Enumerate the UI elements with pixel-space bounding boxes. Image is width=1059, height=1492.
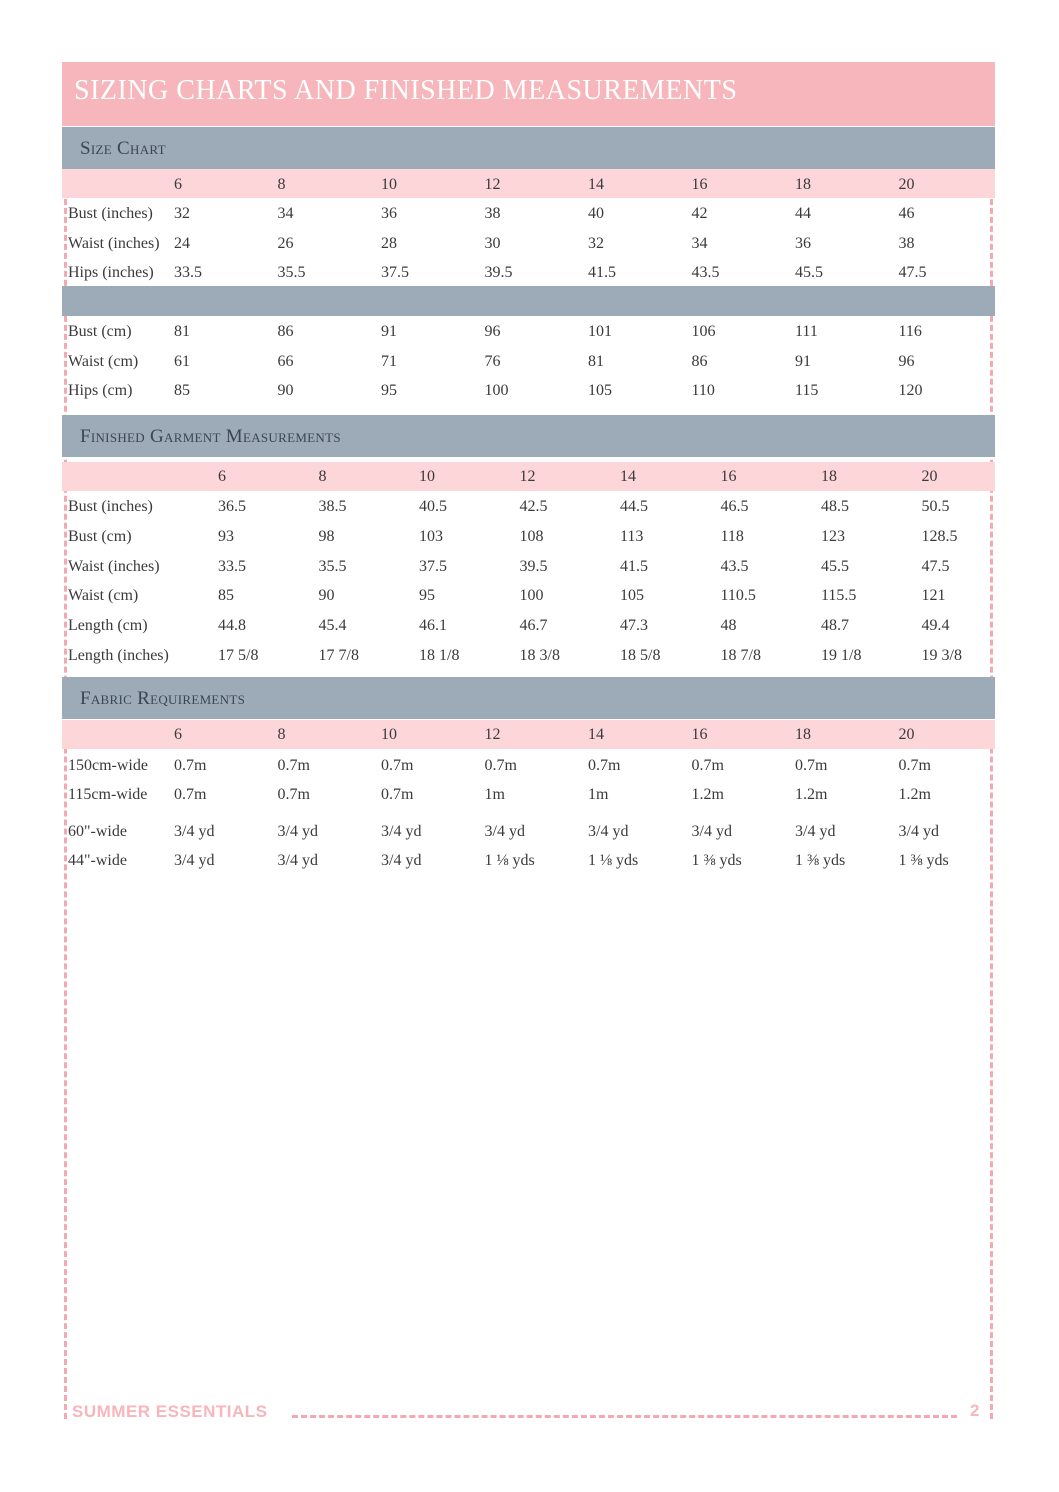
finished-table-cell: 118 xyxy=(720,527,744,545)
finished-table-cell: 41.5 xyxy=(620,557,648,575)
finished-row-label: Length (cm) xyxy=(68,617,148,635)
size-chart-size-row xyxy=(62,169,995,198)
fabric-table-cell: 0.7m xyxy=(174,757,207,774)
fabric-heading-band xyxy=(62,677,995,719)
fabric-table-cell: 3/4 yd xyxy=(484,823,525,840)
size-chart-row-label: Hips (inches) xyxy=(68,264,154,281)
size-chart-table-cell: 38 xyxy=(898,234,915,252)
finished-table-cell: 113 xyxy=(620,527,644,545)
size-chart-table-cell: 61 xyxy=(174,352,190,370)
size-chart-table-cell: 96 xyxy=(484,323,501,340)
finished-table-cell: 18 7/8 xyxy=(720,647,761,664)
finished-table-cell: 37.5 xyxy=(419,557,447,575)
finished-table-cell: 100 xyxy=(519,587,544,605)
finished-table-cell: 33.5 xyxy=(218,557,246,575)
finished-table-cell: 95 xyxy=(419,587,435,605)
footer-brand: SUMMER ESSENTIALS xyxy=(72,1402,268,1421)
finished-size-header: 18 xyxy=(821,468,837,485)
size-chart-table-cell: 101 xyxy=(588,323,612,340)
size-chart-table-cell: 41.5 xyxy=(588,264,616,281)
size-chart-table-cell: 106 xyxy=(691,323,716,340)
fabric-table-cell: 0.7m xyxy=(484,757,517,774)
finished-table-cell: 105 xyxy=(620,587,644,605)
fabric-table-cell: 1m xyxy=(588,786,609,803)
finished-size-header: 8 xyxy=(318,468,327,485)
finished-table-cell: 18 1/8 xyxy=(419,647,460,664)
finished-table-cell: 123 xyxy=(821,527,845,545)
fabric-size-header: 20 xyxy=(898,726,915,743)
fabric-table-cell: 1.2m xyxy=(795,786,828,803)
finished-table-cell: 47.5 xyxy=(921,557,950,575)
size-chart-table-cell: 40 xyxy=(588,205,604,222)
size-chart-size-header: 18 xyxy=(795,176,811,193)
size-chart-row-label: Bust (inches) xyxy=(68,205,153,222)
finished-row-label: Bust (cm) xyxy=(68,527,132,545)
finished-table-cell: 46.5 xyxy=(720,498,749,515)
fabric-table-cell: 1.2m xyxy=(898,786,931,803)
finished-table-cell: 44.5 xyxy=(620,498,648,515)
finished-table-cell: 108 xyxy=(519,527,544,545)
size-chart-table-cell: 45.5 xyxy=(795,264,823,281)
finished-table-cell: 110.5 xyxy=(720,587,756,605)
size-chart-table-cell: 44 xyxy=(795,205,811,222)
finished-heading: Finished Garment Measurements xyxy=(80,426,341,447)
fabric-table-cell: 0.7m xyxy=(795,757,828,774)
size-chart-table-cell: 100 xyxy=(484,382,509,399)
size-chart-heading: Size Chart xyxy=(80,138,166,159)
size-chart-row-label: Bust (cm) xyxy=(68,323,132,340)
fabric-table-cell: 3/4 yd xyxy=(795,823,836,840)
finished-table-cell: 35.5 xyxy=(318,557,347,575)
finished-row-label: Length (inches) xyxy=(68,647,169,664)
size-chart-table-cell: 47.5 xyxy=(898,264,927,281)
finished-heading-band xyxy=(62,415,995,457)
finished-table-cell: 39.5 xyxy=(519,557,548,575)
size-chart-size-header: 10 xyxy=(381,176,397,193)
size-chart-table-cell: 66 xyxy=(277,352,294,370)
fabric-table-cell: 1 ⅜ yds xyxy=(691,852,742,869)
size-chart-table-cell: 91 xyxy=(381,323,397,340)
size-chart-size-header: 16 xyxy=(691,176,708,193)
finished-size-header: 16 xyxy=(720,468,737,485)
size-chart-table-cell: 36 xyxy=(795,234,811,252)
finished-size-header: 10 xyxy=(419,468,435,485)
fabric-table-cell: 1 ⅛ yds xyxy=(588,852,639,869)
finished-table-cell: 17 7/8 xyxy=(318,647,359,664)
size-chart-table-cell: 120 xyxy=(898,382,923,399)
finished-size-header: 20 xyxy=(921,468,938,485)
finished-table-cell: 45.4 xyxy=(318,617,347,635)
size-chart-table-cell: 91 xyxy=(795,352,811,370)
finished-table-cell: 48 xyxy=(720,617,737,635)
finished-table-cell: 128.5 xyxy=(921,527,958,545)
fabric-size-header: 18 xyxy=(795,726,811,743)
size-chart-table-cell: 90 xyxy=(277,382,294,399)
finished-table-cell: 40.5 xyxy=(419,498,447,515)
size-chart-table-cell: 86 xyxy=(277,323,294,340)
finished-table-cell: 17 5/8 xyxy=(218,647,259,664)
finished-row-label: Waist (cm) xyxy=(68,587,139,605)
finished-table-cell: 50.5 xyxy=(921,498,950,515)
size-chart-table-cell: 115 xyxy=(795,382,819,399)
fabric-size-header: 10 xyxy=(381,726,397,743)
finished-table-cell: 19 3/8 xyxy=(921,647,962,664)
fabric-table-cell: 3/4 yd xyxy=(381,823,422,840)
size-chart-heading-band xyxy=(62,127,995,169)
size-chart-table-cell: 76 xyxy=(484,352,501,370)
size-chart-table-cell: 46 xyxy=(898,205,915,222)
size-chart-table-cell: 95 xyxy=(381,382,397,399)
size-chart-table-cell: 71 xyxy=(381,352,397,370)
size-chart-row-label: Waist (inches) xyxy=(68,234,160,252)
fabric-size-header: 16 xyxy=(691,726,708,743)
size-chart-table-cell: 105 xyxy=(588,382,612,399)
fabric-row-label: 150cm-wide xyxy=(68,757,148,774)
finished-table-cell: 98 xyxy=(318,527,335,545)
size-chart-table-cell: 32 xyxy=(174,205,190,222)
fabric-table-cell: 3/4 yd xyxy=(381,852,422,869)
page-title: SIZING CHARTS AND FINISHED MEASUREMENTS xyxy=(74,75,738,106)
finished-table-cell: 38.5 xyxy=(318,498,347,515)
size-chart-table-cell: 36 xyxy=(381,205,397,222)
size-chart-table-cell: 26 xyxy=(277,234,294,252)
size-chart-table-cell: 85 xyxy=(174,382,190,399)
size-chart-table-cell: 111 xyxy=(795,323,818,340)
finished-table-cell: 93 xyxy=(218,527,234,545)
finished-table-cell: 48.5 xyxy=(821,498,849,515)
fabric-table-cell: 1.2m xyxy=(691,786,724,803)
size-chart-table-cell: 39.5 xyxy=(484,264,513,281)
size-chart-divider-bar xyxy=(62,286,995,316)
fabric-table-cell: 3/4 yd xyxy=(174,852,215,869)
dashed-border-right xyxy=(990,127,993,1419)
size-chart-table-cell: 33.5 xyxy=(174,264,202,281)
size-chart-table-cell: 37.5 xyxy=(381,264,409,281)
size-chart-table-cell: 42 xyxy=(691,205,708,222)
fabric-table-cell: 1 ⅛ yds xyxy=(484,852,535,869)
fabric-table-cell: 1m xyxy=(484,786,505,803)
finished-table-cell: 85 xyxy=(218,587,234,605)
fabric-table-cell: 3/4 yd xyxy=(691,823,732,840)
fabric-size-header: 6 xyxy=(174,726,182,743)
finished-table-cell: 18 3/8 xyxy=(519,647,560,664)
fabric-heading: Fabric Requirements xyxy=(80,688,246,709)
fabric-table-cell: 0.7m xyxy=(381,757,414,774)
size-chart-table-cell: 110 xyxy=(691,382,715,399)
fabric-row-label: 115cm-wide xyxy=(68,786,148,803)
fabric-size-header: 8 xyxy=(277,726,286,743)
finished-table-cell: 18 5/8 xyxy=(620,647,661,664)
fabric-table-cell: 0.7m xyxy=(174,786,207,803)
fabric-table-cell: 3/4 yd xyxy=(277,852,318,869)
size-chart-table-cell: 32 xyxy=(588,234,604,252)
size-chart-size-header: 8 xyxy=(277,176,286,193)
size-chart-table-cell: 30 xyxy=(484,234,501,252)
fabric-table-cell: 3/4 yd xyxy=(174,823,215,840)
finished-table-cell: 121 xyxy=(921,587,946,605)
page-number: 2 xyxy=(970,1401,980,1420)
fabric-size-header: 14 xyxy=(588,726,604,743)
fabric-table-cell: 0.7m xyxy=(898,757,931,774)
size-chart-table-cell: 96 xyxy=(898,352,915,370)
fabric-table-cell: 1 ⅜ yds xyxy=(795,852,846,869)
finished-table-cell: 90 xyxy=(318,587,335,605)
size-chart-table-cell: 28 xyxy=(381,234,397,252)
finished-table-cell: 44.8 xyxy=(218,617,246,635)
size-chart-size-header: 12 xyxy=(484,176,501,193)
size-chart-table-cell: 34 xyxy=(277,205,294,222)
fabric-table-cell: 3/4 yd xyxy=(277,823,318,840)
size-chart-table-cell: 24 xyxy=(174,234,190,252)
fabric-table-cell: 3/4 yd xyxy=(898,823,939,840)
fabric-row-label: 44"-wide xyxy=(68,852,127,869)
size-chart-table-cell: 34 xyxy=(691,234,708,252)
finished-table-cell: 42.5 xyxy=(519,498,548,515)
finished-table-cell: 43.5 xyxy=(720,557,749,575)
fabric-table-cell: 0.7m xyxy=(277,786,310,803)
finished-size-header: 14 xyxy=(620,468,636,485)
size-chart-table-cell: 43.5 xyxy=(691,264,720,281)
fabric-table-cell: 3/4 yd xyxy=(588,823,629,840)
finished-table-cell: 49.4 xyxy=(921,617,950,635)
size-chart-size-header: 14 xyxy=(588,176,604,193)
dashed-border-bottom xyxy=(292,1415,957,1418)
finished-table-cell: 46.7 xyxy=(519,617,548,635)
finished-table-cell: 48.7 xyxy=(821,617,849,635)
size-chart-row-label: Waist (cm) xyxy=(68,352,139,370)
size-chart-table-cell: 81 xyxy=(588,352,604,370)
size-chart-table-cell: 81 xyxy=(174,323,190,340)
size-chart-size-header: 20 xyxy=(898,176,915,193)
finished-table-cell: 103 xyxy=(419,527,443,545)
dashed-border-left xyxy=(64,127,67,1419)
fabric-table-cell: 0.7m xyxy=(277,757,310,774)
fabric-size-row xyxy=(62,720,995,749)
size-chart-table-cell: 38 xyxy=(484,205,501,222)
fabric-row-label: 60"-wide xyxy=(68,823,127,840)
finished-table-cell: 19 1/8 xyxy=(821,647,862,664)
size-chart-size-header: 6 xyxy=(174,176,182,193)
fabric-size-header: 12 xyxy=(484,726,501,743)
size-chart-table-cell: 116 xyxy=(898,323,922,340)
finished-size-header: 12 xyxy=(519,468,536,485)
size-chart-row-label: Hips (cm) xyxy=(68,382,133,399)
finished-table-cell: 47.3 xyxy=(620,617,648,635)
finished-table-cell: 115.5 xyxy=(821,587,857,605)
size-chart-table-cell: 86 xyxy=(691,352,708,370)
fabric-table-cell: 0.7m xyxy=(588,757,621,774)
finished-table-cell: 45.5 xyxy=(821,557,849,575)
finished-row-label: Waist (inches) xyxy=(68,557,160,575)
finished-table-cell: 46.1 xyxy=(419,617,447,635)
size-chart-table-cell: 35.5 xyxy=(277,264,306,281)
fabric-table-cell: 0.7m xyxy=(381,786,414,803)
finished-row-label: Bust (inches) xyxy=(68,498,153,515)
page-title-band xyxy=(62,62,995,126)
fabric-table-cell: 0.7m xyxy=(691,757,724,774)
finished-size-header: 6 xyxy=(218,468,226,485)
fabric-table-cell: 1 ⅜ yds xyxy=(898,852,949,869)
finished-table-cell: 36.5 xyxy=(218,498,246,515)
